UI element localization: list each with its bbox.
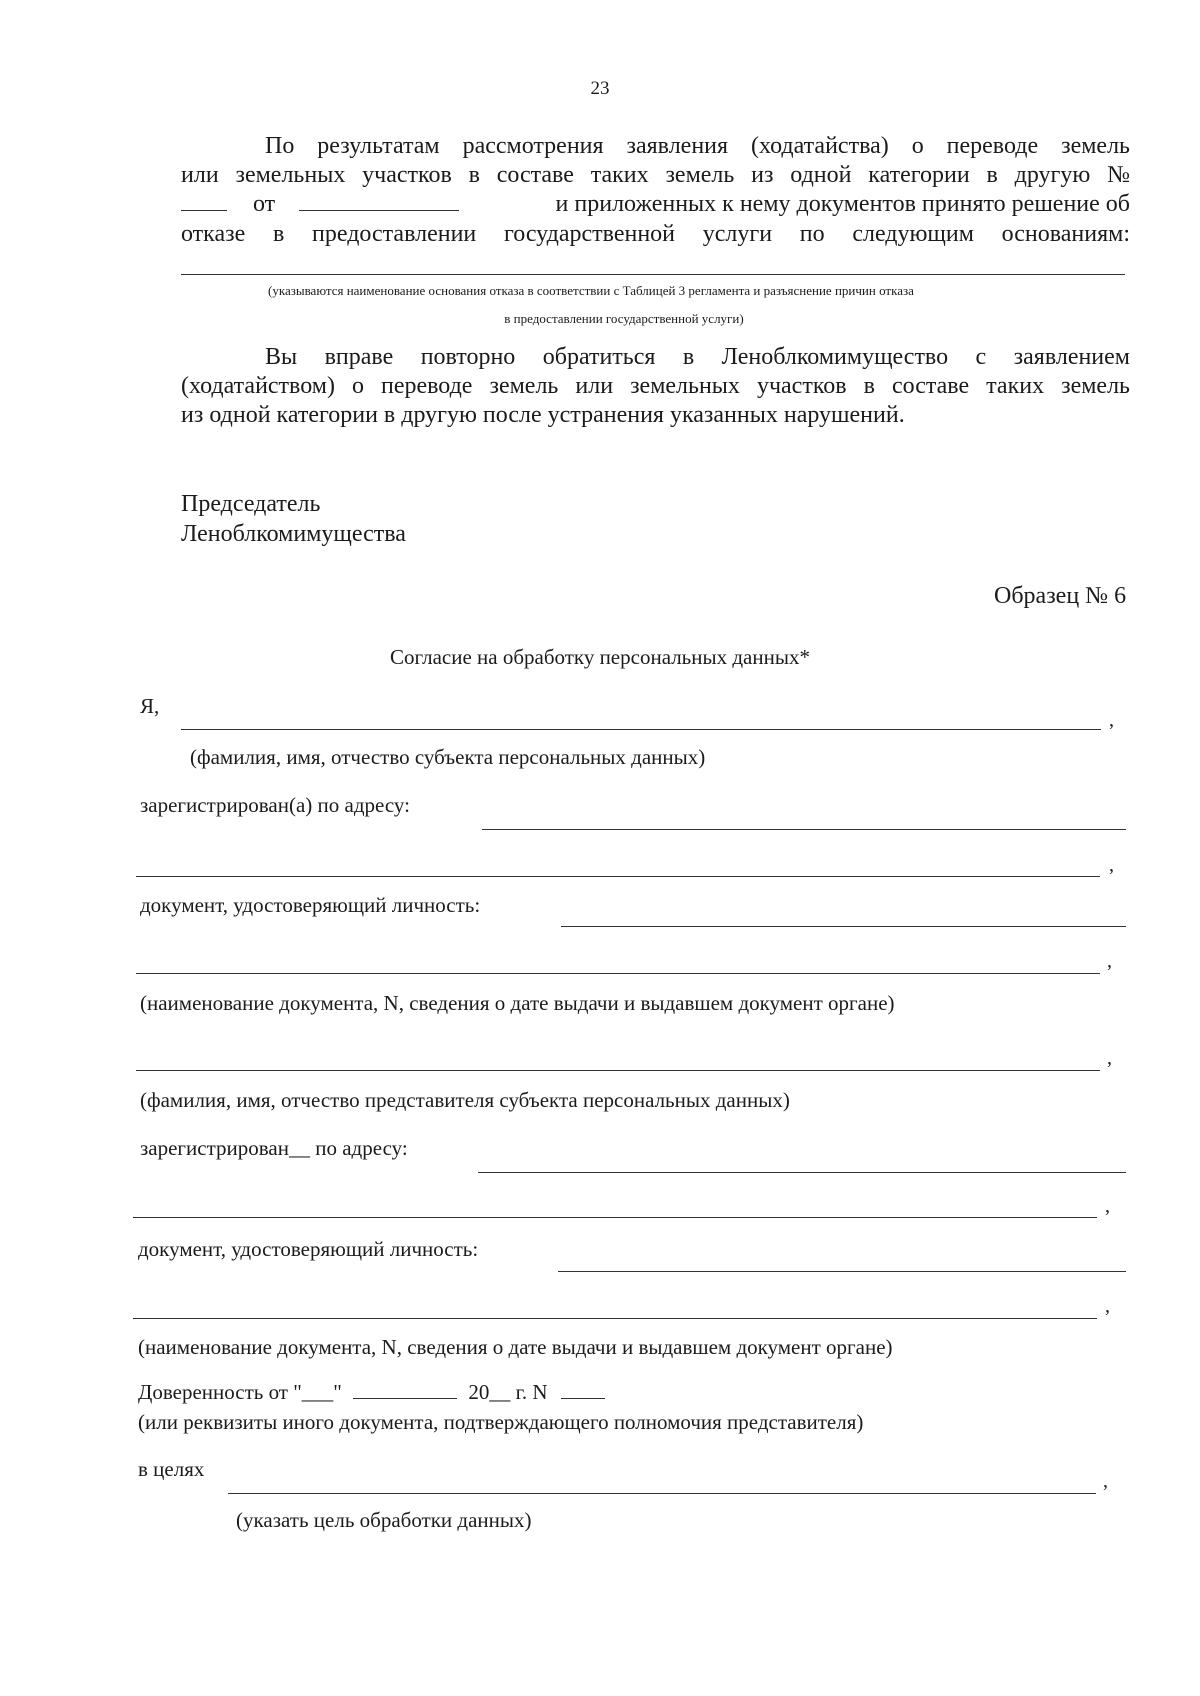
representative-name-hint: (фамилия, имя, отчество представителя субъекта персональных данных)	[140, 1088, 790, 1112]
representative-address-line-2[interactable]	[133, 1217, 1097, 1218]
id-document-line-1[interactable]	[561, 926, 1126, 927]
comma: ,	[1109, 854, 1114, 876]
refusal-paragraph-line-3	[181, 190, 1130, 219]
refusal-reason-note-line-1: (указываются наименование основания отказа в соответствии с Таблицей 3 регламента и разъяснение причин отказа	[268, 283, 914, 298]
purpose-hint: (указать цель обработки данных)	[236, 1508, 532, 1532]
comma: ,	[1105, 1195, 1110, 1217]
page-number: 23	[590, 78, 610, 99]
power-of-attorney-prefix: Доверенность от "___"	[138, 1380, 342, 1404]
reapply-paragraph-line-1: Вы вправе повторно обратиться в Леноблкомимущество с заявлением	[265, 344, 1130, 370]
id-document-label: документ, удостоверяющий личность:	[140, 893, 481, 917]
purpose-line[interactable]	[228, 1493, 1096, 1494]
comma: ,	[1109, 709, 1114, 731]
poa-number-blank[interactable]	[561, 1380, 605, 1399]
reapply-paragraph-line-2: (ходатайством) о переводе земель или земельных участков в составе таких земель	[181, 373, 1130, 399]
refusal-reason-note-line-2: в предоставлении государственной услуги)	[504, 311, 744, 326]
representative-name-line[interactable]	[136, 1070, 1100, 1071]
comma: ,	[1105, 1295, 1110, 1317]
signature-organization: Леноблкомимущества	[181, 521, 406, 547]
signature-title: Председатель	[181, 491, 321, 517]
power-of-attorney-hint: (или реквизиты иного документа, подтверждающего полномочия представителя)	[138, 1410, 864, 1434]
sample-label: Образец № 6	[994, 583, 1127, 609]
number-blank[interactable]	[181, 192, 227, 211]
address-line-2[interactable]	[136, 876, 1100, 877]
poa-month-blank[interactable]	[353, 1380, 457, 1399]
representative-id-document-hint: (наименование документа, N, сведения о дате выдачи и выдавшем документ органе)	[138, 1335, 893, 1359]
representative-address-line-1[interactable]	[478, 1172, 1126, 1173]
representative-address-label: зарегистрирован__ по адресу:	[140, 1136, 408, 1160]
i-label: Я,	[140, 694, 160, 718]
subject-name-hint: (фамилия, имя, отчество субъекта персональных данных)	[190, 745, 706, 769]
power-of-attorney-year: 20__ г. N	[468, 1380, 548, 1404]
power-of-attorney-line	[138, 1380, 605, 1405]
address-line-1[interactable]	[482, 829, 1126, 830]
id-document-line-2[interactable]	[136, 973, 1100, 974]
refusal-paragraph-line-4: отказе в предоставлении государственной услуги по следующим основаниям:	[181, 221, 1130, 247]
representative-id-document-line-1[interactable]	[558, 1271, 1126, 1272]
from-word: от	[253, 191, 276, 217]
refusal-paragraph-line-1: По результатам рассмотрения заявления (ходатайства) о переводе земель	[265, 133, 1130, 159]
refusal-paragraph-line-2: или земельных участков в составе таких земель из одной категории в другую №	[181, 162, 1130, 188]
comma: ,	[1103, 1470, 1108, 1492]
id-document-hint: (наименование документа, N, сведения о дате выдачи и выдавшем документ органе)	[140, 991, 895, 1015]
representative-id-document-line-2[interactable]	[133, 1318, 1097, 1319]
subject-name-line[interactable]	[181, 729, 1101, 730]
reapply-paragraph-line-3: из одной категории в другую после устранения указанных нарушений.	[181, 402, 905, 428]
comma: ,	[1107, 1047, 1112, 1069]
purpose-label: в целях	[138, 1457, 205, 1481]
registered-address-label: зарегистрирован(а) по адресу:	[140, 793, 410, 817]
consent-title: Согласие на обработку персональных данных*	[390, 645, 810, 669]
comma: ,	[1107, 950, 1112, 972]
refusal-paragraph-line-3-end: и приложенных к нему документов принято решение об	[555, 191, 1130, 217]
representative-id-document-label: документ, удостоверяющий личность:	[138, 1237, 479, 1261]
refusal-reason-line[interactable]	[181, 274, 1125, 275]
date-blank[interactable]	[299, 192, 459, 211]
